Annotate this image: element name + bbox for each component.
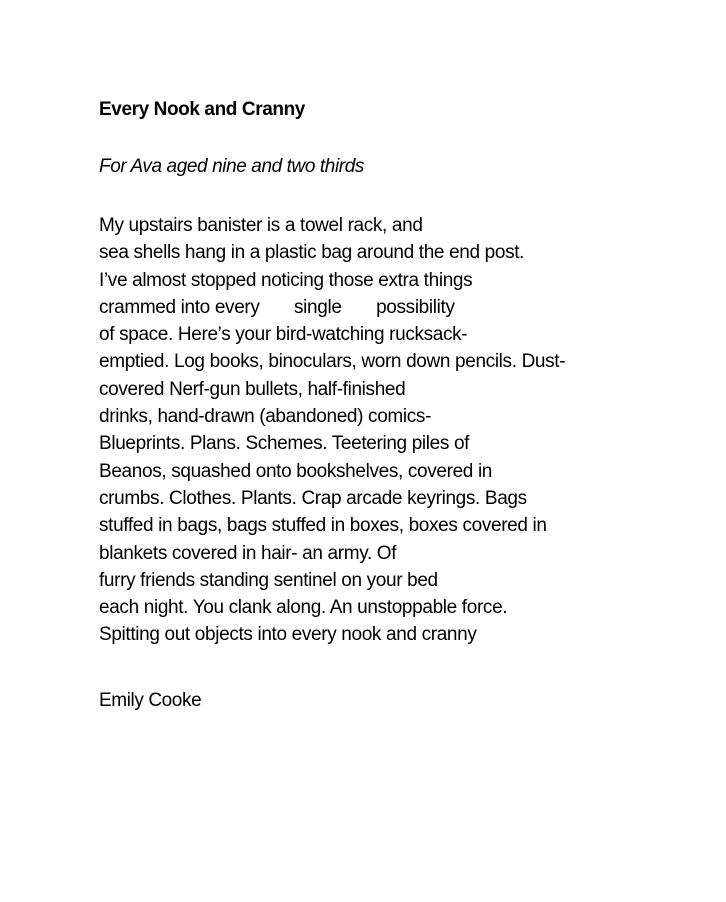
poem-line: Spitting out objects into every nook and cranny	[99, 624, 477, 646]
poem-line: My upstairs banister is a towel rack, and	[99, 215, 423, 236]
poem-line: of space. Here’s your bird-watching rucksack-	[99, 324, 468, 346]
poem-line: I’ve almost stopped noticing those extra things	[99, 269, 473, 291]
poem-line: crammed into every single possibility	[99, 296, 455, 318]
poem-line: sea shells hang in a plastic bag around the end post.	[99, 242, 525, 264]
poem-line: Blueprints. Plans. Schemes. Teetering piles of	[99, 433, 470, 455]
poem-line: stuffed in bags, bags stuffed in boxes, boxes covered in	[99, 515, 547, 537]
poem-dedication: For Ava aged nine and two thirds	[99, 156, 364, 177]
poem-line: drinks, hand-drawn (abandoned) comics-	[99, 406, 432, 428]
poem-line: crumbs. Clothes. Plants. Crap arcade keyrings. Bags	[99, 487, 527, 509]
poem-body	[99, 212, 699, 649]
poem-line: blankets covered in hair- an army. Of	[99, 542, 397, 564]
poem-line: furry friends standing sentinel on your bed	[99, 569, 438, 591]
poem-line: Beanos, squashed onto bookshelves, covered in	[99, 460, 493, 482]
poem-line: each night. You clank along. An unstoppable force.	[99, 597, 508, 619]
poem-title: Every Nook and Cranny	[99, 99, 305, 120]
poem-author: Emily Cooke	[99, 690, 202, 711]
poem-line: emptied. Log books, binoculars, worn down pencils. Dust-	[99, 351, 566, 373]
poem-line: covered Nerf-gun bullets, half-finished	[99, 378, 406, 400]
